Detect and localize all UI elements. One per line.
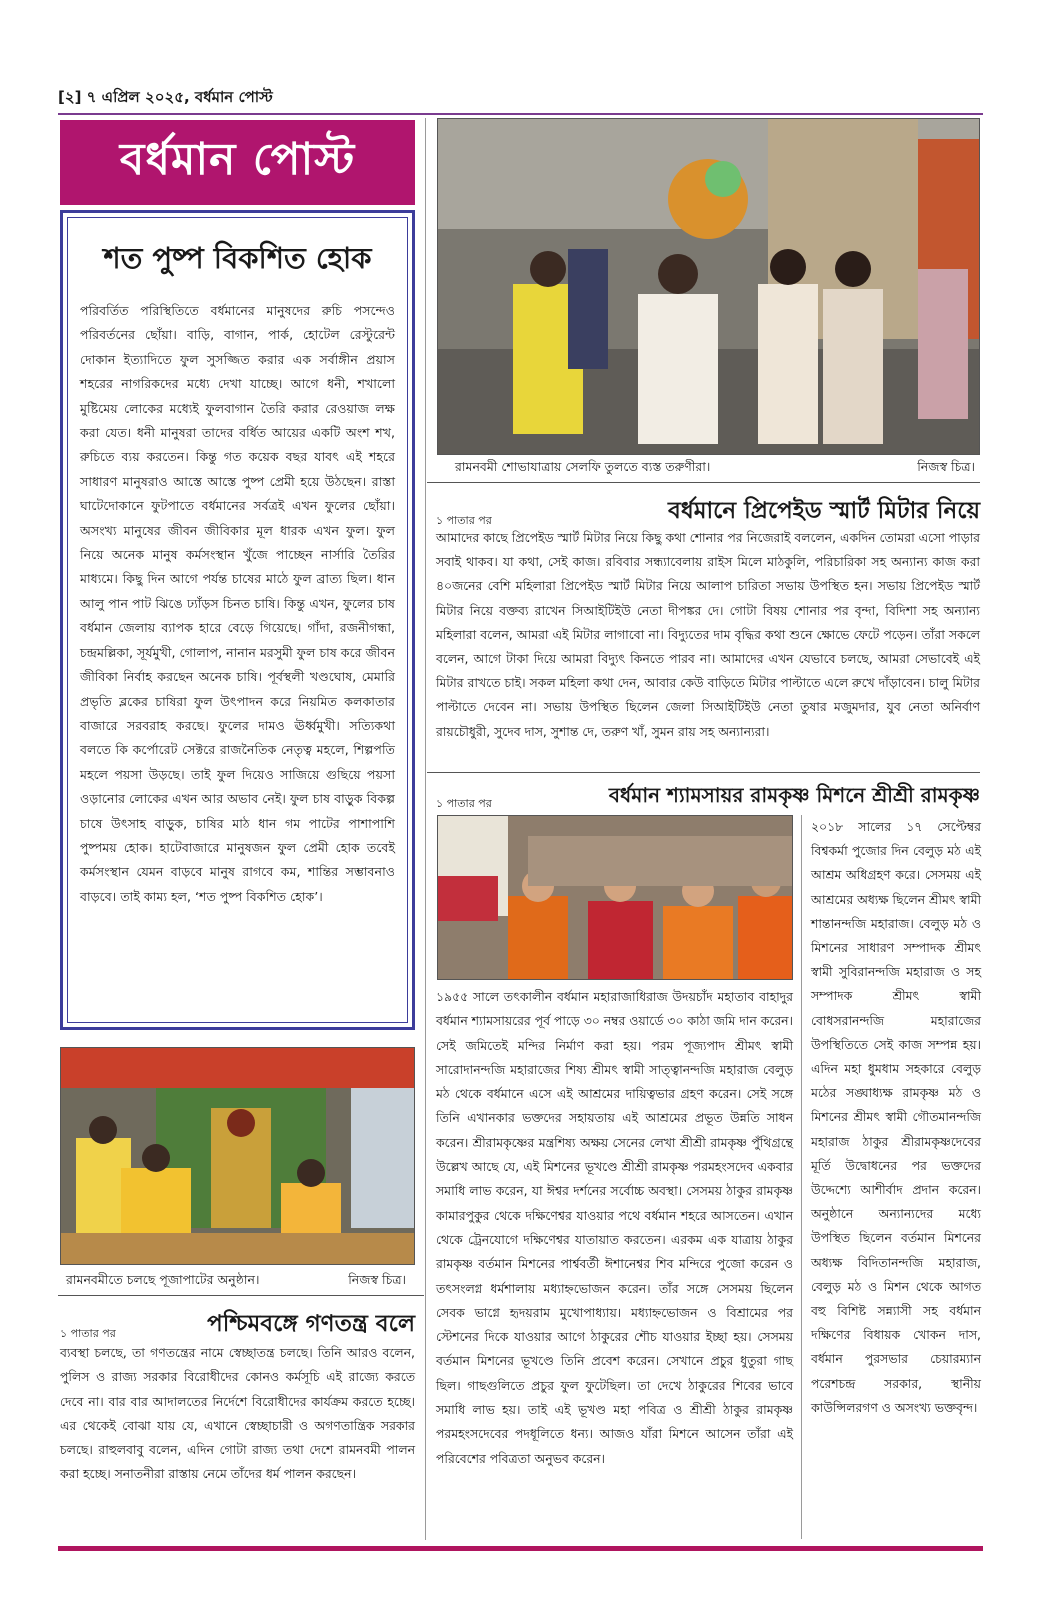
story3-pageref: ১ পাতার পর: [60, 1327, 116, 1340]
page-folio: [২] ৭ এপ্রিল ২০২৫, বর্ধমান পোস্ট: [58, 88, 273, 106]
masthead: বর্ধমান পোস্ট: [60, 120, 415, 205]
divider-story1: [427, 482, 980, 483]
caption-top-photo: [455, 459, 975, 479]
top-rule: [58, 113, 983, 115]
column-divider-right: [801, 815, 802, 1539]
caption-left-text: রামনবমীতে চলছে পূজাপাটের অনুষ্ঠান।: [66, 1272, 260, 1287]
column-divider-left: [425, 118, 426, 1540]
editorial-body: পরিবর্তিত পরিস্থিতিতে বর্ধমানের মানুষদের রুচি পসন্দেও পরিবর্তনের ছোঁয়া। বাড়ি, বাগান, পার্ক, হোটেল রেস্টুরেন্ট দোকান ইত্যাদিতে ফুল সুসজ্জিত করার এক সর্বাঙ্গীন প্রয়াস শহরের নাগরিকদের মধ্যে দেখা যাচ্ছে। আগে ধনী, শখালো মুষ্টিমেয় লোকের মধ্যেই ফুলবাগান তৈরি করার রেওয়াজ লক্ষ করা যেত। ধনী মানুষরা তাদের বর্ধিত আয়ের একটি অংশ শখ, রুচিতে ব্যয় করতেন। কিন্তু গত কয়েক বছর যাবৎ এই শহরে সাধারণ মানুষরাও আস্তে আস্তে পুষ্প প্রেমী হয়ে উঠছেন। রাস্তা ঘাটেদোকানে ফুটপাতে বর্ধমানের সর্বত্রই এখন ফুলের ছোঁয়া। অসংখ্য মানুষের জীবন জীবিকার মূল ধারক এখন ফুল। ফুল নিয়ে অনেক মানুষ কর্মসংস্থান খুঁজে পাচ্ছেন নার্সারি তৈরির মাধ্যমে। কিছু দিন আগে পর্যন্ত চাষের মাঠে ফুল ব্রাত্য ছিল। ধান আলু পান পাট ঝিঙে ঢ্যাঁড়স চিনত চাষি। কিন্তু এখন, ফুলের চাষ বর্ধমান জেলায় ব্যাপক হারে বেড়ে গিয়েছে। গাঁদা, রজনীগন্ধা, চন্দ্রমল্লিকা, সূর্যমুখী, গোলাপ, নানান মরসুমী ফুল চাষ করে জীবন জীবিকা নির্বাহ করছেন অনেক চাষি। পূর্বস্থলী খণ্ডঘোষ, মেমারি প্রভৃতি ব্লকের চাষিরা ফুল উৎপাদন করে নিয়মিত কলকাতার বাজারে সরবরাহ করছে। ফুলের দামও ঊর্ধ্বমুখী। সত্যিকথা বলতে কি কর্পোরেট সেক্টরে রাজনৈতিক নেতৃত্ব মহলে, শিল্পপতি মহলে পয়সা উড়ছে। তাই ফুল দিয়েও সাজিয়ে গুছিয়ে পয়সা ওড়ানোর লোকের এখন আর অভাব নেই। ফুল চাষ বাড়ুক বিকল্প চাষে উৎসাহ বাড়ুক, চাষির মাঠ ধান গম পাটের পাশাপাশি পুষ্পময় হোক। হাটেবাজারে মানুষজন ফুল প্রেমী হোক তবেই কর্মসংস্থান যেমন বাড়বে মানুষ রাগবে কম, শান্তির সম্ভাবনাও বাড়বে। তাই কাম্য হল, ‘শত পুষ্প বিকশিত হোক’।: [80, 303, 395, 904]
photo-ramakrishna-mission: [437, 815, 793, 980]
caption-left-photo: [66, 1272, 406, 1292]
story1-headline: বর্ধমানে প্রিপেইড স্মার্ট মিটার নিয়ে: [668, 498, 980, 524]
photo-ramnavami-selfie: [437, 118, 980, 455]
story2-body-main: ১৯৫৫ সালে তৎকালীন বর্ধমান মহারাজাধিরাজ উদয়চাঁদ মহাতাব বাহাদুর বর্ধমান শ্যামসায়রের পূর্ব পাড়ে ৩০ নম্বর ওয়ার্ডে ৩০ কাঠা জমি দান করেন। সেই জমিতেই মন্দির নির্মাণ করা হয়। পরম পূজ্যপাদ শ্রীমৎ স্বামী সারোদানন্দজি মহারাজের শিষ্য শ্রীমৎ স্বামী সাত্ত্বানন্দজি মহারাজ বেলুড় মঠ থেকে বর্ধমানে এসে এই আশ্রমের দায়িত্বভার গ্রহণ করেন। সেই সঙ্গে তিনি এখানকার ভক্তদের সহায়তায় এই আশ্রমের প্রভূত উন্নতি সাধন করেন। শ্রীরামকৃষ্ণের মন্ত্রশিষ্য অক্ষয় সেনের লেখা শ্রীশ্রী রামকৃষ্ণ পুঁথিগ্রন্থে উল্লেখ আছে যে, এই মিশনের ভূখণ্ডে শ্রীশ্রী রামকৃষ্ণ পরমহংসদেব একবার সমাধি লাভ করেন, যা ঈশ্বর দর্শনের সর্বোচ্চ অবস্থা। সেসময় ঠাকুর রামকৃষ্ণ কামারপুকুর থেকে দক্ষিণেশ্বর যাওয়ার পথে বর্ধমান শহরে আসতেন। এখান থেকে ট্রেনযোগে দক্ষিণেশ্বর যাতায়াত করতেন। এরকম এক যাত্রায় ঠাকুর রামকৃষ্ণ বর্তমান মিশনের পার্শ্ববর্তী ঈশানেশ্বর শিব মন্দিরে পুজো করেন ও তৎসংলগ্ন ধর্মশালায় মধ্যাহ্নভোজন করেন। তাঁর সঙ্গে সেসময় ছিলেন সেবক ভাগ্নে হৃদয়রাম মুখোপাধ্যায়। মধ্যাহ্নভোজন ও বিশ্রামের পর স্টেশনের দিকে যাওয়ার আগে ঠাকুরের শৌচ যাওয়ার ইচ্ছা হয়। সেসময় বর্তমান মিশনের ভূখণ্ডে তিনি প্রবেশ করেন। সেখানে প্রচুর ধুতুরা গাছ ছিল। গাছগুলিতে প্রচুর ফুল ফুটেছিল। তা দেখে ঠাকুরের শিবের ভাবে সমাধি লাভ হয়। তাই এই ভূখণ্ড মহা পবিত্র ও শ্রীশ্রী ঠাকুর রামকৃষ্ণ পরমহংসদেবের পদধূলিতে ধন্য। আজও যাঁরা মিশনে আসেন তাঁরা এই পরিবেশের পবিত্রতা অনুভব করেন।: [436, 989, 793, 1466]
caption-top-credit: নিজস্ব চিত্র।: [917, 459, 975, 474]
story2-pageref: ১ পাতার পর: [436, 797, 492, 810]
story3-body: ব্যবস্থা চলছে, তা গণতন্ত্রের নামে স্বেচ্ছাতন্ত্র চলছে। তিনি আরও বলেন, পুলিস ও রাজ্য সরকার বিরোধীদের কোনও কর্মসূচি এই রাজ্যে করতে দেবে না। বার বার আদালতের নির্দেশে বিরোধীদের কার্যক্রম করতে হচ্ছে। এর থেকেই বোঝা যায় যে, এখানে স্বেচ্ছাচারী ও অগণতান্ত্রিক সরকার চলছে। রাহুলবাবু বলেন, এদিন গোটা রাজ্য তথা দেশে রামনবমী পালন করা হচ্ছে। সনাতনীরা রাস্তায় নেমে তাঁদের ধর্ম পালন করছেন।: [60, 1345, 415, 1482]
story1-body: আমাদের কাছে প্রিপেইড স্মার্ট মিটার নিয়ে কিছু কথা শোনার পর নিজেরাই বললেন, একদিন তোমরা এসো পাড়ার সবাই থাকব। যা কথা, সেই কাজ। রবিবার সন্ধ্যাবেলায় রাইস মিলে মাঠকুলি, পরিচারিকা সহ অন্যান্য কাজ করা ৪০জনের বেশি মহিলারা প্রিপেইড স্মার্ট মিটার নিয়ে আলাপ চারিতা সভায় উপস্থিত হন। সভায় প্রিপেইড স্মার্ট মিটার নিয়ে বক্তব্য রাখেন সিআইটিইউ নেতা দীপঙ্কর দে। গোটা বিষয় শোনার পর বৃন্দা, বিদিশা সহ অন্যান্য মহিলারা বলেন, আমরা এই মিটার লাগাবো না। বিদ্যুতের দাম বৃদ্ধির কথা শুনে ক্ষোভে ফেটে পড়েন। তাঁরা সকলে বলেন, আগে টাকা দিয়ে আমরা বিদ্যুৎ কিনতে পারব না। আমাদের এখন যেভাবে চলছে, আমরা সেভাবেই এই মিটার রাখতে চাই। সকল মহিলা কথা দেন, আবার কেউ বাড়িতে মিটার পাল্টাতে এলে রুখে দাঁড়াবেন। চালু মিটার পাল্টাতে দেবেন না। সভায় উপস্থিত ছিলেন জেলা সিআইটিইউ নেতা তুষার মজুমদার, যুব নেতা অনির্বাণ রায়চৌধুরী, সুদেব দাস, সুশান্ত দে, তরুণ খাঁ, সুমন রায় সহ অন্যান্যরা।: [436, 530, 980, 739]
story1-pageref: ১ পাতার পর: [436, 514, 492, 527]
divider-story3: [58, 1295, 424, 1296]
divider-story2: [427, 772, 980, 773]
story2-body-side: ২০১৮ সালের ১৭ সেপ্টেম্বর বিশ্বকর্মা পুজোর দিন বেলুড় মঠ এই আশ্রম অধিগ্রহণ করে। সেসময় এই আশ্রমের অধ্যক্ষ ছিলেন শ্রীমৎ স্বামী শান্তানন্দজি মহারাজ। বেলুড় মঠ ও মিশনের সাধারণ সম্পাদক শ্রীমৎ স্বামী সুবিরানন্দজি মহারাজ ও সহ সম্পাদক শ্রীমৎ স্বামী বোধসরানন্দজি মহারাজের উপস্থিতিতে সেই কাজ সম্পন্ন হয়। এদিন মহা ধুমধাম সহকারে বেলুড় মঠের সঙ্ঘাধ্যক্ষ রামকৃষ্ণ মঠ ও মিশনের শ্রীমৎ স্বামী গৌতমানন্দজি মহারাজ ঠাকুর শ্রীরামকৃষ্ণদেবের মূর্তি উদ্বোধনের পর ভক্তদের উদ্দেশ্যে আশীর্বাদ প্রদান করেন। অনুষ্ঠানে অন্যান্যদের মধ্যে উপস্থিত ছিলেন বর্তমান মিশনের অধ্যক্ষ বিদিতানন্দজি মহারাজ, বেলুড় মঠ ও মিশন থেকে আগত বহু বিশিষ্ট সন্ন্যাসী সহ বর্ধমান দক্ষিণের বিধায়ক খোকন দাস, বর্ধমান পুরসভার চেয়ারম্যান পরেশচন্দ্র সরকার, স্থানীয় কাউন্সিলরগণ ও অসংখ্য ভক্তবৃন্দ।: [811, 819, 981, 1415]
photo-selfie-graphic: [438, 119, 980, 455]
caption-top-text: রামনবমী শোভাযাত্রায় সেলফি তুলতে ব্যস্ত তরুণীরা।: [455, 459, 711, 474]
photo-mission-graphic: [438, 816, 793, 980]
editorial-box: [60, 210, 415, 1030]
photo-ramnavami-puja: [60, 1047, 415, 1265]
editorial-title: শত পুষ্প বিকশিত হোক: [103, 241, 372, 275]
bottom-rule: [58, 1546, 983, 1551]
photo-puja-graphic: [61, 1048, 415, 1265]
story2-headline: বর্ধমান শ্যামসায়র রামকৃষ্ণ মিশনে শ্রীশ্রী রামকৃষ্ণ: [608, 783, 980, 807]
caption-left-credit: নিজস্ব চিত্র।: [348, 1272, 406, 1287]
story3-headline: পশ্চিমবঙ্গে গণতন্ত্র বলে: [207, 1311, 415, 1337]
